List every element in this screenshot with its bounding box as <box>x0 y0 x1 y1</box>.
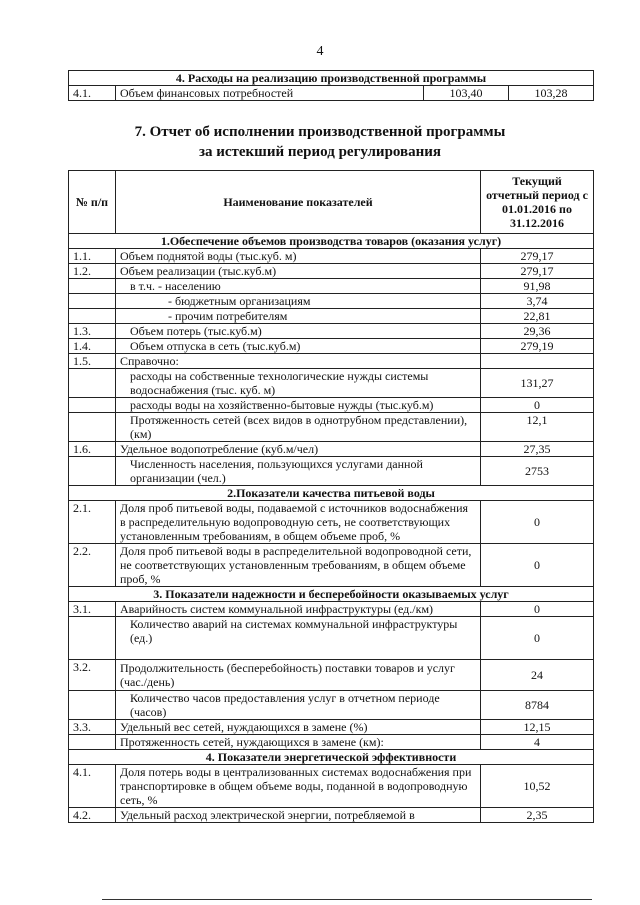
row-value: 2,35 <box>481 808 594 823</box>
row-name: Продолжительность (бесперебойность) поставки товаров и услуг (час./день) <box>116 660 481 691</box>
row-name: Аварийность систем коммунальной инфраструктуры (ед./км) <box>116 602 481 617</box>
row-value: 12,15 <box>481 720 594 735</box>
table-row <box>69 808 594 823</box>
table-section-row <box>69 71 594 86</box>
row-name: Справочно: <box>116 354 481 369</box>
table-row <box>69 660 594 691</box>
table-row <box>69 457 594 486</box>
table-row <box>69 720 594 735</box>
row-number: 4.1. <box>69 765 116 808</box>
row-value: 8784 <box>481 691 594 720</box>
row-name: Количество часов предоставления услуг в отчетном периоде (часов) <box>116 691 481 720</box>
row-value: 131,27 <box>481 369 594 398</box>
row-number <box>69 413 116 442</box>
table-row <box>69 86 594 101</box>
row-value: 279,19 <box>481 339 594 354</box>
row-value: 0 <box>481 398 594 413</box>
row-number: 3.3. <box>69 720 116 735</box>
row-number <box>69 457 116 486</box>
section-title: 3. Показатели надежности и бесперебойности оказываемых услуг <box>69 587 594 602</box>
table-row <box>69 279 594 294</box>
row-number: 3.1. <box>69 602 116 617</box>
row-value-1: 103,40 <box>424 86 509 101</box>
row-name: Объем отпуска в сеть (тыс.куб.м) <box>116 339 481 354</box>
table-row <box>69 309 594 324</box>
row-value: 24 <box>481 660 594 691</box>
row-number <box>69 735 116 750</box>
row-name: Протяженность сетей, нуждающихся в замене (км): <box>116 735 481 750</box>
row-name: Количество аварий на системах коммунальной инфраструктуры (ед.) <box>116 617 481 660</box>
row-number <box>69 294 116 309</box>
table-row <box>69 442 594 457</box>
row-value: 27,35 <box>481 442 594 457</box>
row-value: 91,98 <box>481 279 594 294</box>
table-row <box>69 735 594 750</box>
row-name: - бюджетным организациям <box>116 294 481 309</box>
row-name: Протяженность сетей (всех видов в однотрубном представлении), (км) <box>116 413 481 442</box>
header-period: Текущий отчетный период с 01.01.2016 по 31.12.2016 <box>481 171 594 234</box>
row-number: 2.2. <box>69 544 116 587</box>
row-number: 4.1. <box>69 86 116 101</box>
table-row <box>69 339 594 354</box>
row-name: Объем финансовых потребностей <box>116 86 424 101</box>
table-row <box>69 264 594 279</box>
section-title: 4. Показатели энергетической эффективности <box>69 750 594 765</box>
row-number <box>69 617 116 660</box>
financial-table <box>68 70 594 101</box>
row-name: в т.ч. - населению <box>116 279 481 294</box>
row-number: 1.1. <box>69 249 116 264</box>
table-row <box>69 501 594 544</box>
row-name: Объем реализации (тыс.куб.м) <box>116 264 481 279</box>
table-section-row <box>69 587 594 602</box>
row-value-2: 103,28 <box>509 86 594 101</box>
table-row <box>69 324 594 339</box>
row-name: Удельное водопотребление (куб.м/чел) <box>116 442 481 457</box>
row-number <box>69 398 116 413</box>
table-row <box>69 617 594 660</box>
section-title: 1.Обеспечение объемов производства товаров (оказания услуг) <box>69 234 594 249</box>
row-name: Численность населения, пользующихся услугами данной организации (чел.) <box>116 457 481 486</box>
report-table <box>68 170 594 823</box>
row-name: расходы воды на хозяйственно-бытовые нужды (тыс.куб.м) <box>116 398 481 413</box>
row-value: 279,17 <box>481 249 594 264</box>
row-number: 1.3. <box>69 324 116 339</box>
row-value: 2753 <box>481 457 594 486</box>
row-value: 22,81 <box>481 309 594 324</box>
row-value: 0 <box>481 501 594 544</box>
row-name: расходы на собственные технологические нужды системы водоснабжения (тыс. куб. м) <box>116 369 481 398</box>
row-name: Доля потерь воды в централизованных системах водоснабжения при транспортировке в общем объеме воды, поданной в водопроводную сеть, % <box>116 765 481 808</box>
row-value: 12,1 <box>481 413 594 442</box>
row-number <box>69 691 116 720</box>
row-value: 279,17 <box>481 264 594 279</box>
row-value <box>481 354 594 369</box>
table-row <box>69 765 594 808</box>
row-name: - прочим потребителям <box>116 309 481 324</box>
header-name: Наименование показателей <box>116 171 481 234</box>
table-header-row <box>69 171 594 234</box>
row-number: 1.5. <box>69 354 116 369</box>
table-section-row <box>69 234 594 249</box>
row-number: 2.1. <box>69 501 116 544</box>
row-number <box>69 369 116 398</box>
row-value: 0 <box>481 617 594 660</box>
section-7-title <box>0 122 640 162</box>
table-section-row <box>69 486 594 501</box>
row-number: 4.2. <box>69 808 116 823</box>
row-value: 0 <box>481 602 594 617</box>
table-row <box>69 249 594 264</box>
row-name: Доля проб питьевой воды в распределительной водопроводной сети, не соответствующих установленным требованиям, в общем объеме проб, % <box>116 544 481 587</box>
row-number <box>69 279 116 294</box>
table-section-row <box>69 750 594 765</box>
section-title: 2.Показатели качества питьевой воды <box>69 486 594 501</box>
row-name: Доля проб питьевой воды, подаваемой с источников водоснабжения в распределительную водопроводную сеть, не соответствующих установленным требованиям, в общем объеме проб, % <box>116 501 481 544</box>
row-value: 3,74 <box>481 294 594 309</box>
row-number: 1.4. <box>69 339 116 354</box>
row-name: Удельный вес сетей, нуждающихся в замене (%) <box>116 720 481 735</box>
page-bottom-rule <box>102 899 592 900</box>
row-number: 3.2. <box>69 660 116 691</box>
section-7-title-line2: за истекший период регулирования <box>198 144 442 160</box>
section-7-title-line1: 7. Отчет об исполнении производственной программы <box>134 124 506 140</box>
table-row <box>69 544 594 587</box>
row-number: 1.6. <box>69 442 116 457</box>
page-number: 4 <box>316 44 324 59</box>
table-row <box>69 602 594 617</box>
table-row <box>69 369 594 398</box>
section-title: 4. Расходы на реализацию производственной программы <box>69 71 594 86</box>
row-number: 1.2. <box>69 264 116 279</box>
table-row <box>69 354 594 369</box>
header-num: № п/п <box>69 171 116 234</box>
row-value: 0 <box>481 544 594 587</box>
table-row <box>69 691 594 720</box>
table-row <box>69 413 594 442</box>
row-value: 10,52 <box>481 765 594 808</box>
table-row <box>69 294 594 309</box>
row-value: 29,36 <box>481 324 594 339</box>
row-name: Объем поднятой воды (тыс.куб. м) <box>116 249 481 264</box>
table-row <box>69 398 594 413</box>
row-number <box>69 309 116 324</box>
row-name: Объем потерь (тыс.куб.м) <box>116 324 481 339</box>
row-value: 4 <box>481 735 594 750</box>
row-name: Удельный расход электрической энергии, потребляемой в <box>116 808 481 823</box>
